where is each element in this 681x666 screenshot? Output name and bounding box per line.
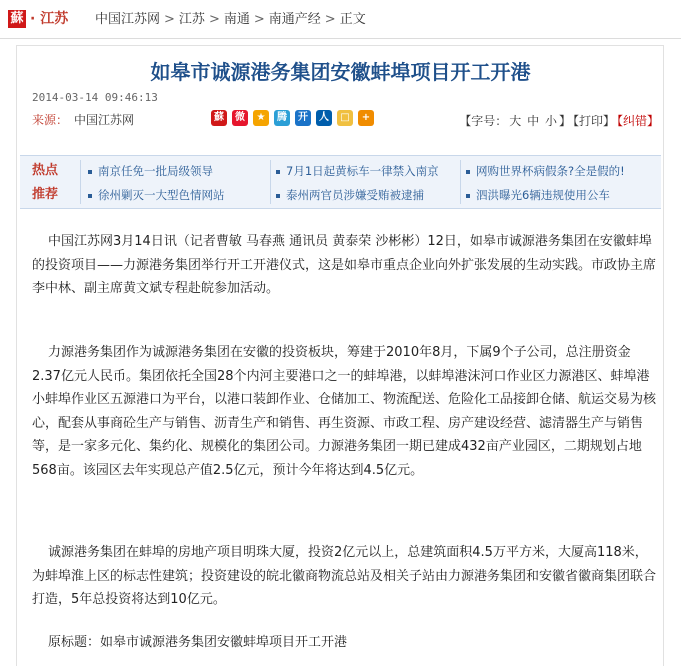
print-button[interactable]: 【打印】	[572, 114, 615, 128]
breadcrumb-item-home[interactable]: 中国江苏网	[95, 12, 161, 27]
article-paragraph: 诚源港务集团在蚌埠的房地产项目明珠大厦，投资2亿元以上，总建筑面积4.5万平方米，大厦高118米，为蚌埠淮上区的标志性建筑；投资建设的皖北徽商物流总站及相关子站由力源港务集团和安徽省徽商集团联合打造，5年总投资将达到10亿元。	[32, 545, 657, 607]
source-row	[32, 112, 134, 128]
note-icon[interactable]: □	[337, 110, 353, 126]
breadcrumb-separator: >	[208, 12, 220, 27]
kaixin-icon[interactable]: 开	[295, 110, 311, 126]
hot-link[interactable]: 网购世界杯病假条?全是假的!	[466, 163, 625, 179]
jiangsu-icon[interactable]: 蘇	[211, 110, 227, 126]
source-link[interactable]: 中国江苏网	[74, 113, 135, 127]
original-title-label: 原标题：	[48, 635, 101, 650]
divider	[80, 160, 81, 204]
font-medium-button[interactable]: 中	[527, 114, 540, 128]
article-paragraph: 力源港务集团作为诚源港务集团在安徽的投资板块，筹建于2010年8月，下属9个子公司，总注册资金2.37亿元人民币。集团依托全国28个内河主要港口之一的蚌埠港，以蚌埠港沫河口作业区力源港区、蚌埠港小蚌埠作业区五源港口为平台，以港口装卸作业、仓储加工、物流配送、危险化工品接卸仓储、航运交易为核心，配套从事商砼生产与销售、沥青生产和销售、再生资源、市政工程、房产建设经营、滤清器生产与销售等，是一家多元化、集约化、规模化的集团公司。力源港务集团一期已建成432亩产业园区，二期规划占地568亩。该园区去年实现总产值2.5亿元，预计今年将达到4.5亿元。	[32, 345, 657, 478]
breadcrumb-separator: >	[253, 12, 265, 27]
top-bar	[0, 0, 681, 39]
source-label: 来源：	[32, 113, 69, 127]
hot-link[interactable]: 7月1日起黄标车一律禁入南京	[276, 163, 439, 179]
more-icon[interactable]: +	[358, 110, 374, 126]
original-title: 如皋市诚源港务集团安徽蚌埠项目开工开港	[100, 635, 348, 650]
site-logo-text[interactable]: · 江苏	[30, 11, 69, 27]
font-size-label: 【字号：	[459, 114, 508, 128]
recommend-link[interactable]: 泗洪曝光6辆违规使用公车	[466, 187, 610, 203]
tencent-weibo-icon[interactable]: 腾	[274, 110, 290, 126]
article-tools	[457, 113, 659, 129]
original-title-row	[32, 633, 347, 653]
site-logo-icon[interactable]: 蘇	[8, 10, 26, 28]
report-error-button[interactable]: 【纠错】	[616, 114, 659, 128]
breadcrumb-item-nantong[interactable]: 南通	[223, 12, 250, 27]
breadcrumb-item-jiangsu[interactable]: 江苏	[178, 12, 205, 27]
font-large-button[interactable]: 大	[509, 114, 522, 128]
breadcrumb-item-current: 正文	[339, 12, 366, 27]
recommend-link[interactable]: 徐州剿灭一大型色情网站	[88, 187, 225, 203]
recommend-link[interactable]: 泰州两官员涉嫌受贿被逮捕	[276, 187, 424, 203]
share-toolbar	[211, 110, 379, 128]
hot-label: 热点	[32, 163, 59, 178]
divider	[460, 160, 461, 204]
hot-news-box	[20, 155, 661, 209]
renren-icon[interactable]: 人	[316, 110, 332, 126]
hot-link[interactable]: 南京任免一批局级领导	[88, 163, 213, 179]
article-title: 如皋市诚源港务集团安徽蚌埠项目开工开港	[150, 60, 531, 84]
font-size-close: 】	[558, 114, 571, 128]
article-paragraph: 中国江苏网3月14日讯（记者曹敏 马春燕 通讯员 黄泰荣 沙彬彬）12日，如皋市诚源港务集团在安徽蚌埠的投资项目——力源港务集团举行开工开港仪式，这是如皋市重点企业向外扩张发展的生动实践。市政协主席李中林、副主席黄文斌专程赴皖参加活动。	[32, 234, 657, 296]
publish-date: 2014-03-14 09:46:13	[32, 91, 158, 104]
recommend-label: 推荐	[32, 187, 59, 202]
weibo-icon[interactable]: 微	[232, 110, 248, 126]
qzone-icon[interactable]: ★	[253, 110, 269, 126]
breadcrumb-item-nantong-economy[interactable]: 南通产经	[268, 12, 321, 27]
breadcrumb	[95, 11, 369, 29]
breadcrumb-separator: >	[324, 12, 336, 27]
divider	[270, 160, 271, 204]
font-small-button[interactable]: 小	[544, 114, 557, 128]
breadcrumb-separator: >	[164, 12, 175, 27]
